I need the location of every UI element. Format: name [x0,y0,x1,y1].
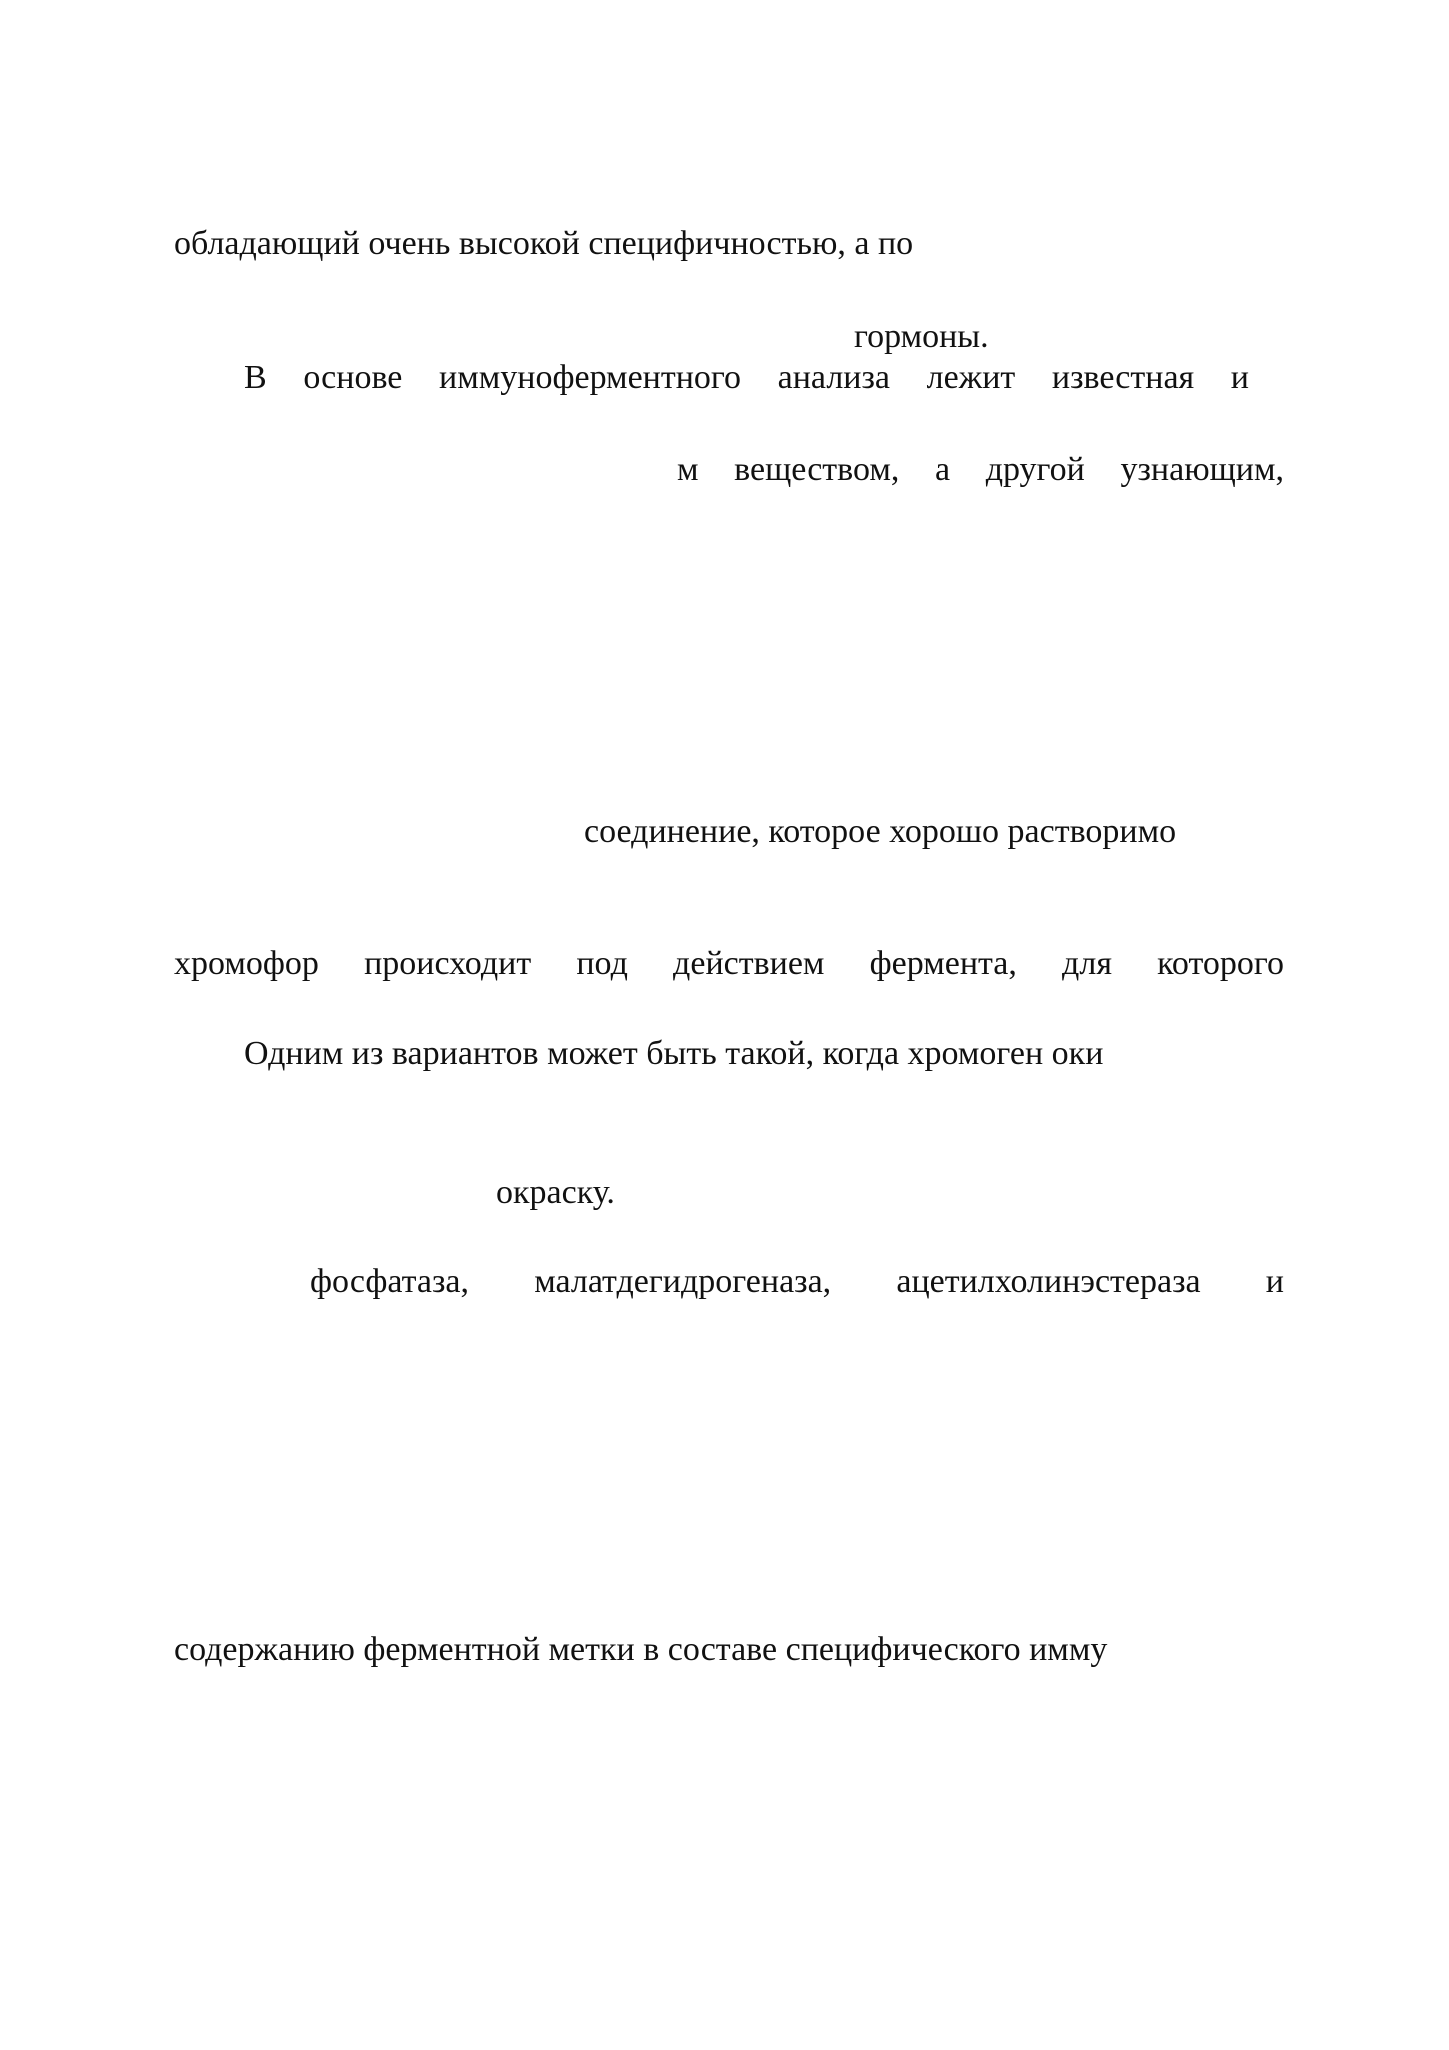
text-line: содержанию ферментной метки в составе специфического имму [174,1631,1108,1668]
text-line: м веществом, а другой узнающим, [677,451,1284,488]
text-line: хромофор происходит под действием фермента, для которого [174,945,1284,982]
text-line: В основе иммуноферментного анализа лежит известная и [244,359,1249,396]
text-line: Одним из вариантов может быть такой, когда хромоген оки [244,1035,1104,1072]
text-line: фосфатаза, малатдегидрогеназа, ацетилхолинэстераза и [310,1263,1284,1300]
text-line: гормоны. [854,318,989,355]
text-line: окраску. [496,1174,615,1211]
text-line: соединение, которое хорошо растворимо [584,813,1177,850]
text-line: обладающий очень высокой специфичностью, а по [174,225,914,262]
